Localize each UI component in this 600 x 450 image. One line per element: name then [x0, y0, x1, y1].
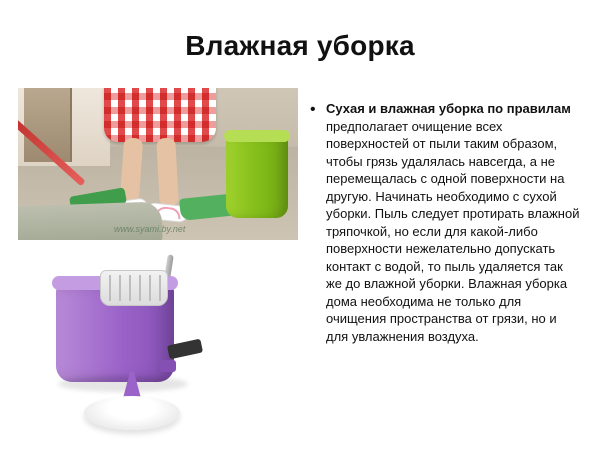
rug	[18, 201, 163, 240]
drop-shadow	[58, 376, 188, 392]
bucket-green	[226, 136, 288, 218]
bullet-marker: •	[310, 101, 316, 118]
bullet-item	[310, 100, 582, 345]
image-watermark: www.syami.by.net	[114, 224, 186, 234]
photo-wet-cleaning-woman	[18, 88, 298, 240]
photo-spin-mop-bucket	[18, 250, 298, 440]
leg	[156, 138, 179, 207]
spin-basket	[100, 270, 168, 306]
bullet-paragraph-bold: Сухая и влажная уборка по правилам	[326, 101, 571, 116]
bullet-paragraph	[326, 100, 582, 345]
page-title: Влажная уборка	[185, 30, 415, 61]
bullet-paragraph-rest: предполагает очищение всех поверхностей от пыли таким образом, чтобы грязь удалялась навсегда, а не перемещалась с одной поверхности на другую. Начинать необходимо с сухой уборки. Пыль следует протирать влажной тряпочкой, но если для какой-либо поверхности нежелательно допускать контакт с водой, то пыль удаляется так же до влажной уборки. Влажная уборка дома необходима не только для очищения пространства от грязи, но и для увлажнения воздуха.	[326, 118, 580, 344]
body-text-block	[310, 100, 582, 345]
checked-skirt	[104, 88, 216, 142]
mop-head-white	[84, 396, 180, 430]
mop-collar	[160, 360, 176, 372]
